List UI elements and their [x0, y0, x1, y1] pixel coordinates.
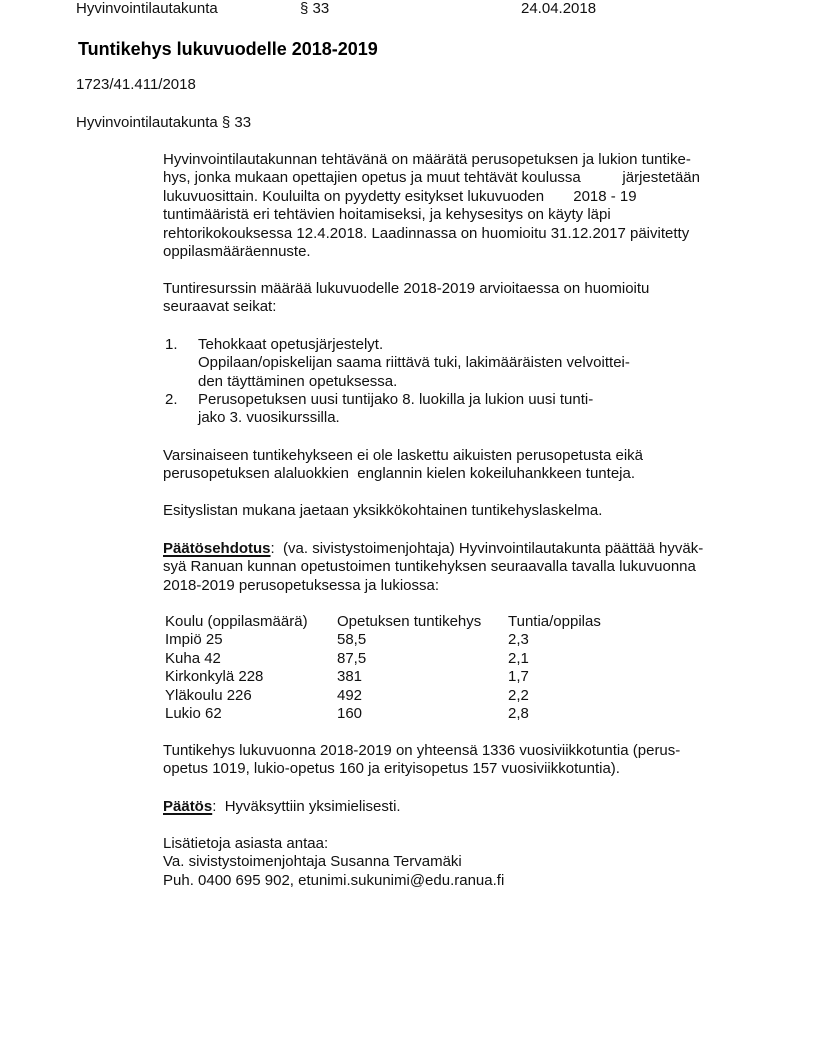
- text-line: Tehokkaat opetusjärjestelyt.: [198, 336, 384, 353]
- text-line: 2018-2019 perusopetuksessa ja lukiossa:: [163, 576, 440, 594]
- document-title: Tuntikehys lukuvuodelle 2018-2019: [78, 39, 378, 59]
- table-row: [165, 668, 628, 686]
- considerations-paragraph: [163, 280, 649, 317]
- text-line: rehtorikokouksessa 12.4.2018. Laadinnassa on huomioitu 31.12.2017 päivitetty: [163, 224, 690, 242]
- table-cell: 381: [337, 668, 363, 686]
- text-line: syä Ranuan kunnan opetustoimen tuntikehyksen seuraavalla tavalla lukuvuonna: [163, 558, 696, 576]
- text-line: Oppilaan/opiskelijan saama riittävä tuki, lakimääräisten velvoittei-: [198, 354, 630, 372]
- table-cell: 160: [337, 705, 363, 723]
- proposal-text: : (va. sivistystoimenjohtaja) Hyvinvointilautakunta päättää hyväk-: [270, 540, 704, 557]
- list-number: 2.: [165, 391, 178, 408]
- table-cell: 2,3: [508, 631, 529, 649]
- decision-label: Päätös: [163, 798, 213, 815]
- text-line: Hyvinvointilautakunnan tehtävänä on määrätä perusopetuksen ja lukion tuntike-: [163, 151, 691, 168]
- table-cell: Yläkoulu 226: [165, 686, 252, 704]
- text-line: Lisätietoja asiasta antaa:: [163, 835, 329, 852]
- document-number: 1723/41.411/2018: [76, 76, 196, 93]
- table-row: [165, 631, 628, 649]
- text-line: jako 3. vuosikurssilla.: [198, 409, 340, 427]
- text-line: Tuntikehys lukuvuonna 2018-2019 on yhteensä 1336 vuosiviikkotuntia (perus-: [163, 742, 681, 759]
- column-header: Tuntia/oppilas: [508, 613, 601, 630]
- list-number: 1.: [165, 336, 178, 353]
- table-cell: 2,1: [508, 649, 529, 667]
- text-line: Esityslistan mukana jaetaan yksikkökohtainen tuntikehyslaskelma.: [163, 502, 603, 519]
- table-cell: Kirkonkylä 228: [165, 668, 264, 686]
- exclusions-paragraph: [163, 447, 643, 484]
- proposal-label: Päätösehdotus: [163, 540, 271, 557]
- table-header-row: [165, 613, 628, 631]
- contact-paragraph: [163, 835, 504, 890]
- contact-email-line: Puh. 0400 695 902, etunimi.sukunimi@edu.ranua.fi: [163, 871, 505, 889]
- table-row: [165, 687, 628, 705]
- column-header: Koulu (oppilasmäärä): [165, 613, 308, 630]
- table-cell: 1,7: [508, 668, 529, 686]
- text-line: Varsinaiseen tuntikehykseen ei ole laskettu aikuisten perusopetusta eikä: [163, 447, 644, 464]
- column-header: Opetuksen tuntikehys: [337, 613, 482, 630]
- text-line: oppilasmääräennuste.: [163, 242, 311, 260]
- proposal-first-line: [163, 540, 703, 558]
- table-cell: 87,5: [337, 649, 367, 667]
- text-line: den täyttäminen opetuksessa.: [198, 372, 398, 390]
- table-cell: Lukio 62: [165, 705, 222, 723]
- text-line: opetus 1019, lukio-opetus 160 ja erityisopetus 157 vuosiviikkotuntia).: [163, 760, 620, 778]
- text-line: perusopetuksen alaluokkien englannin kielen kokeiluhankkeen tunteja.: [163, 465, 636, 483]
- text-line: tuntimääristä eri tehtävien hoitamiseksi, ja kehysesitys on käyty läpi: [163, 206, 611, 224]
- decision-paragraph: [163, 798, 401, 816]
- table-cell: 492: [337, 686, 363, 704]
- header-section: § 33: [300, 0, 330, 17]
- intro-paragraph: [163, 151, 700, 261]
- table-row: [165, 650, 628, 668]
- table-cell: 2,8: [508, 705, 529, 723]
- decision-text: : Hyväksyttiin yksimielisesti.: [212, 798, 401, 815]
- table-cell: 2,2: [508, 686, 529, 704]
- table-row: [165, 705, 628, 723]
- table-cell: 58,5: [337, 631, 367, 649]
- school-allocation-table: [165, 613, 628, 723]
- section-reference: Hyvinvointilautakunta § 33: [76, 114, 252, 131]
- text-line: lukuvuosittain. Kouluilta on pyydetty esitykset lukuvuoden 2018 - 19: [163, 187, 637, 205]
- table-cell: Impiö 25: [165, 631, 223, 649]
- header-date: 24.04.2018: [521, 0, 597, 17]
- text-line: Perusopetuksen uusi tuntijako 8. luokilla ja lukion uusi tunti-: [198, 391, 594, 408]
- text-line: Tuntiresurssin määrää lukuvuodelle 2018-2019 arvioitaessa on huomioitu: [163, 280, 650, 297]
- header-department: Hyvinvointilautakunta: [76, 0, 218, 17]
- attachment-note: [163, 502, 602, 520]
- text-line: Va. sivistystoimenjohtaja Susanna Tervamäki: [163, 853, 462, 871]
- table-cell: Kuha 42: [165, 649, 221, 667]
- text-line: seuraavat seikat:: [163, 298, 277, 316]
- text-line: hys, jonka mukaan opettajien opetus ja muut tehtävät koulussa järjestetään: [163, 169, 700, 187]
- total-paragraph: [163, 742, 680, 779]
- proposal-paragraph: [163, 540, 703, 595]
